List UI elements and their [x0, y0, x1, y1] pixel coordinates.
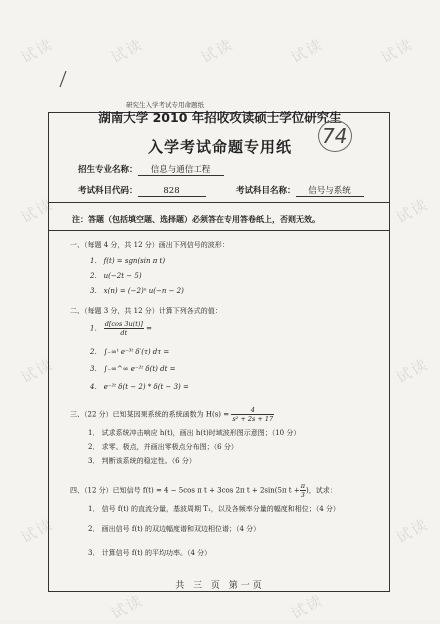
watermark: 试读 [198, 35, 237, 67]
q3-frac-den: s² + 2s + 17 [232, 415, 274, 423]
q3-frac-num: 4 [231, 406, 274, 415]
q4-item: 2． 画出信号 f(t) 的双边幅度谱和双边相位谱；（4 分） [88, 525, 261, 533]
major-label: 招生专业名称： [78, 165, 138, 175]
q2-fraction [104, 320, 144, 337]
divider-bottom [48, 230, 390, 231]
answer-notice: 注：答题（包括填空题、选择题）必须答在专用答卷纸上，否则无效。 [72, 215, 320, 224]
q4-heading-post: )，试求： [305, 486, 337, 495]
q3-item: 3． 判断该系统的稳定性。（6 分） [88, 457, 196, 465]
q3-item: 2． 求零、极点，并画出零极点分布图；（6 分） [88, 443, 238, 451]
q2-item-number: 4． [90, 383, 102, 391]
q4-item: 1． 信号 f(t) 的直流分量，基波周期 T₁，以及各频率分量的幅度和相位；（4 分） [88, 505, 340, 513]
watermark: 试读 [108, 591, 147, 623]
q2-item-number: 3． [90, 365, 102, 373]
watermark: 试读 [18, 195, 57, 227]
pen-mark [56, 70, 70, 88]
q2-heading: 二、（每题 3 分，共 12 分）计算下列各式的值： [70, 307, 222, 315]
q4-heading-pre: 四、（12 分）已知信号 f(t) = 4 − 5cos π t + 3cos 2π t + 2sin(5π t + [70, 486, 300, 495]
watermark: 试读 [393, 515, 432, 547]
subject-name-row [236, 184, 364, 197]
q1-item: 2． u(−2t − 5) [90, 272, 142, 280]
subject-name-label: 考试科目名称： [236, 186, 296, 196]
q2-item-number: 1． [90, 324, 102, 333]
q2-item-tail: = [143, 324, 152, 333]
q4-frac-num: π [300, 482, 305, 490]
q2-item [90, 382, 189, 392]
q1-item: 1． f(t) = sgn(sin π t) [90, 257, 166, 265]
q2-item-number: 2． [90, 348, 102, 356]
watermark: 试读 [18, 35, 57, 67]
divider-top [48, 202, 390, 203]
subject-name-value: 信号与系统 [296, 184, 364, 197]
q1-item: 3． x(n) = (−2)ⁿ u(−n − 2) [90, 287, 184, 295]
header-note: 研究生入学考试专用命题纸 [126, 101, 204, 109]
subject-code-value: 828 [138, 186, 206, 197]
paper-code: 74 [322, 124, 348, 148]
major-row [78, 163, 224, 176]
q3-item: 1． 试求系统冲击响应 h(t)，画出 h(t)时域波形图示意图；（10 分） [88, 429, 301, 437]
watermark: 试读 [378, 35, 417, 67]
major-value: 信息与通信工程 [138, 163, 224, 176]
subject-code-label: 考试科目代码： [78, 186, 138, 196]
subject-code-row [78, 184, 206, 197]
q2-item-expr: ∫₋∞^∞ e⁻²ᵗ δ(t) dt = [103, 365, 176, 373]
q4-heading [70, 482, 337, 499]
watermark: 试读 [393, 195, 432, 227]
q3-heading-text: 三、（22 分）已知某因果系统的系统函数为 H(s) = [70, 410, 230, 419]
watermark: 试读 [393, 355, 432, 387]
watermark: 试读 [18, 515, 57, 547]
watermark: 试读 [288, 35, 327, 67]
q2-frac-den: dt [120, 329, 128, 337]
watermark: 试读 [288, 591, 327, 623]
title-line-2: 入学考试命题专用纸 [147, 138, 292, 156]
q2-frac-num: d[cos 3u(t)] [104, 320, 143, 328]
q4-item: 3． 计算信号 f(t) 的平均功率。（4 分） [88, 549, 212, 557]
watermark: 试读 [18, 355, 57, 387]
q2-item-expr: ∫₋∞ᵗ e⁻³ᵗ δ′(τ) dτ = [103, 348, 170, 356]
q4-frac-den: 3 [300, 491, 305, 499]
q1-heading: 一、（每题 4 分，共 12 分）画出下列信号的波形： [70, 241, 229, 249]
watermark: 试读 [108, 35, 147, 67]
q2-item [90, 347, 169, 357]
q2-item [90, 364, 176, 374]
page-footer: 共 三 页 第一页 [175, 581, 265, 591]
q3-heading [70, 406, 274, 423]
q3-transfer-fraction [231, 406, 274, 423]
q2-item [90, 320, 152, 337]
title-line-1: 湖南大学 2010 年招收攻读硕士学位研究生 [98, 110, 342, 125]
q2-item-expr: e⁻²ᵗ δ(t − 2) * δ(t − 3) = [103, 383, 189, 391]
